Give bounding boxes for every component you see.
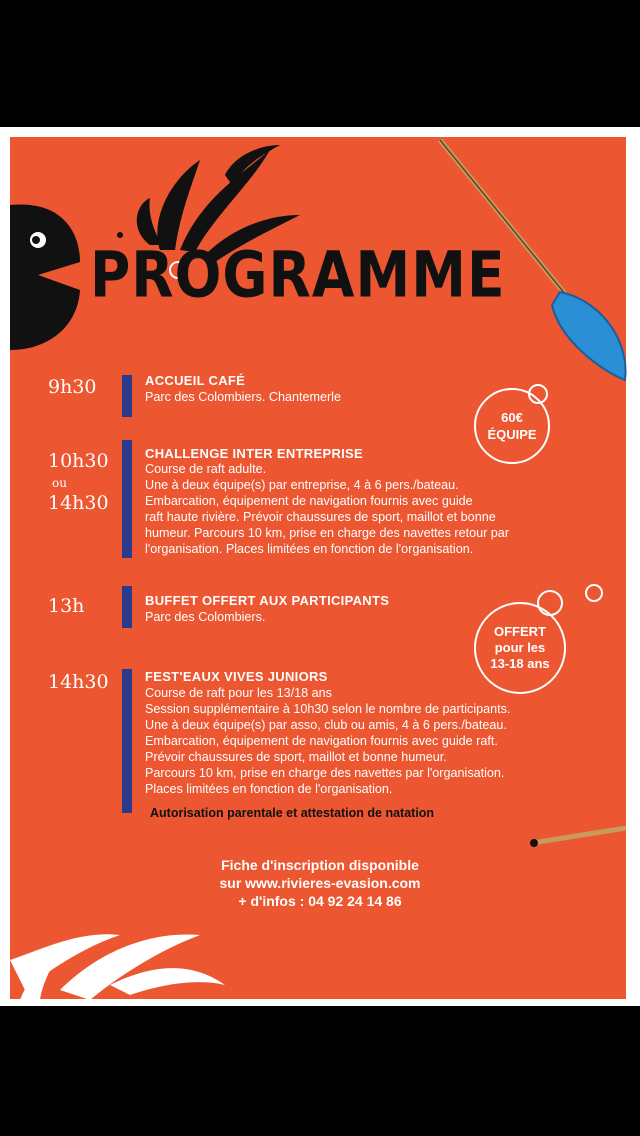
event-time: 9h30 — [48, 376, 97, 398]
price-badge-amount: 60€ — [501, 410, 523, 425]
requirements-note: Autorisation parentale et attestation de natation — [150, 806, 435, 820]
event-time: 13h — [48, 595, 85, 617]
timeline-bar — [122, 440, 132, 558]
event-time: 10h30 — [48, 450, 109, 472]
price-badge — [474, 388, 550, 464]
mascot-head — [10, 204, 80, 350]
event-title: BUFFET OFFERT AUX PARTICIPANTS — [145, 593, 390, 608]
white-splash-decoration — [10, 934, 225, 1000]
event-time-or: ou — [52, 476, 67, 490]
offer-badge-line2: pour les — [494, 640, 546, 655]
price-badge-label: ÉQUIPE — [487, 427, 537, 442]
contact-phone: + d'infos : 04 92 24 14 86 — [238, 893, 402, 909]
timeline-bar — [122, 375, 132, 417]
offer-badge-line1: OFFERT — [494, 624, 546, 639]
event-title: CHALLENGE INTER ENTREPRISE — [145, 446, 363, 461]
event-time: 14h30 — [48, 671, 109, 693]
offer-badge — [474, 602, 566, 694]
paddle-handle-illustration — [530, 828, 626, 847]
timeline-bar — [122, 586, 132, 628]
bubble — [586, 585, 602, 601]
page-title: PROGRAMME — [90, 238, 506, 312]
event-title: FEST'EAUX VIVES JUNIORS — [145, 669, 328, 684]
registration-info — [150, 856, 490, 910]
event-time-alt: 14h30 — [48, 492, 109, 514]
event-description: Parc des Colombiers. — [145, 610, 266, 624]
timeline-bar — [122, 669, 132, 813]
event-description: Course de raft adulte. Une à deux équipe(s) par entreprise, 4 à 6 pers./bateau. Embarcation, équipement de navigation fournis avec guide raft haute rivière. Prévoir chaussures de sport, maillot et bonne humeur. Parcours 10 km, prise en charge des navettes retour par l'organisation. Places limitées en fonction de l'organisation. — [145, 462, 510, 556]
website-link: sur www.rivieres-evasion.com — [219, 875, 421, 891]
event-description: Parc des Colombiers. Chantemerle — [145, 390, 341, 404]
offer-badge-line3: 13-18 ans — [490, 656, 550, 671]
registration-line: Fiche d'inscription disponible — [221, 857, 419, 873]
event-description: Course de raft pour les 13/18 ans Session supplémentaire à 10h30 selon le nombre de participants. Une à deux équipe(s) par asso, club ou amis, 4 à 6 pers./bateau. Embarcation, équipement de navigation fournis avec guide raft. Prévoir chaussures de sport, maillot et bonne humeur. Parcours 10 km, prise en charge des navettes par l'organisation. Places limitées en fonction de l'organisation. — [145, 686, 511, 796]
event-title: ACCUEIL CAFÉ — [145, 373, 246, 388]
